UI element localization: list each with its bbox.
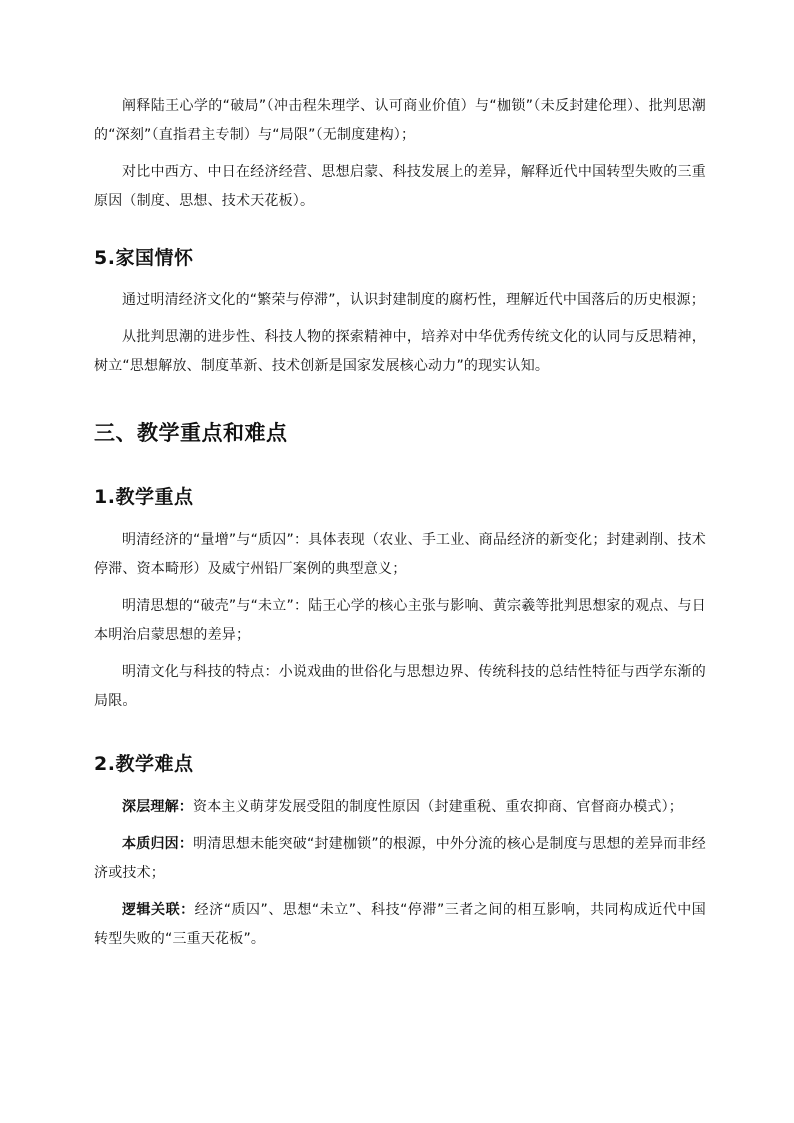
label-logic: 逻辑关联： [122, 902, 195, 918]
paragraph-difficulty-essence [94, 830, 706, 888]
document-page [94, 92, 706, 954]
paragraph-key-economy: 明清经济的“量增”与“质囚”：具体表现（农业、手工业、商品经济的新变化；封建剥削、技术停滞、资本畸形）及威宁州铅厂案例的典型意义； [94, 532, 706, 577]
heading-key-points: 1.教学重点 [94, 486, 194, 508]
paragraph-lu-wang-xinxue: 阐释陆王心学的“破局”（冲击程朱理学、认可商业价值）与“枷锁”（未反封建伦理）、批判思潮的“深刻”（直指君主专制）与“局限”（无制度建构）； [94, 98, 706, 143]
paragraph-difficulty-logic [94, 896, 706, 954]
label-essence: 本质归因： [122, 836, 194, 852]
paragraph-critical-thought: 从批判思潮的进步性、科技人物的探索精神中，培养对中华优秀传统文化的认同与反思精神，树立“思想解放、制度革新、技术创新是国家发展核心动力”的现实认知。 [94, 329, 706, 374]
heading-section-three: 三、教学重点和难点 [94, 421, 288, 445]
text-deep-understanding: 资本主义萌芽发展受阻的制度性原因（封建重税、重农抑商、官督商办模式）； [193, 799, 683, 815]
label-deep-understanding: 深层理解： [122, 799, 193, 815]
paragraph-prosperity-stagnation: 通过明清经济文化的“繁荣与停滞”，认识封建制度的腐朽性，理解近代中国落后的历史根源； [122, 292, 705, 308]
heading-difficulties: 2.教学难点 [94, 753, 194, 775]
paragraph-comparison: 对比中西方、中日在经济经营、思想启蒙、科技发展上的差异，解释近代中国转型失败的三重原因（制度、思想、技术天花板）。 [94, 164, 706, 209]
paragraph-difficulty-deep [94, 793, 706, 822]
text-logic: 经济“质囚”、思想“未立”、科技“停滞”三者之间的相互影响，共同构成近代中国转型失败的“三重天花板”。 [94, 902, 706, 947]
paragraph-key-thought: 明清思想的“破壳”与“未立”：陆王心学的核心主张与影响、黄宗羲等批判思想家的观点、与日本明治启蒙思想的差异； [94, 598, 706, 643]
paragraph-key-culture: 明清文化与科技的特点：小说戏曲的世俗化与思想边界、传统科技的总结性特征与西学东渐的局限。 [94, 664, 706, 709]
text-essence: 明清思想未能突破“封建枷锁”的根源，中外分流的核心是制度与思想的差异而非经济或技术； [94, 836, 707, 881]
heading-family-country: 5.家国情怀 [94, 247, 194, 269]
